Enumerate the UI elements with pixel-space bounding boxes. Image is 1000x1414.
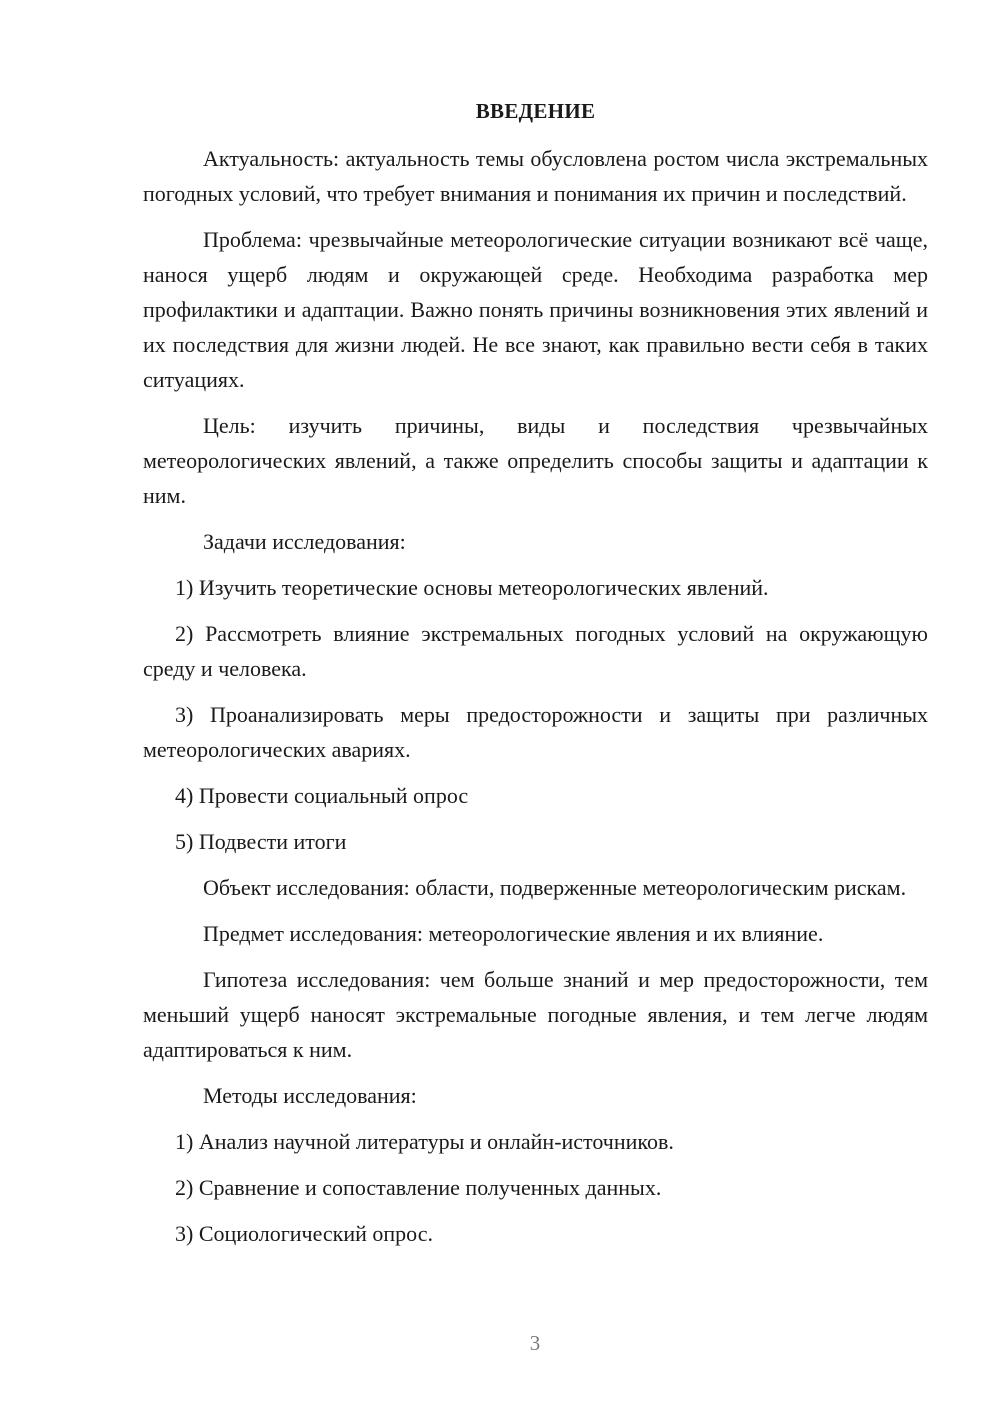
methods-heading: Методы исследования: <box>203 1083 417 1108</box>
tasks-heading: Задачи исследования: <box>203 529 406 554</box>
method-item-2: 2) Сравнение и сопоставление полученных данных. <box>175 1175 662 1200</box>
page-number: 3 <box>529 1331 541 1355</box>
paragraph-goal: Цель: изучить причины, виды и последствия чрезвычайных метеорологических явлений, а также определить способы защиты и адаптации к ним. <box>143 413 928 508</box>
section-title: ВВЕДЕНИЕ <box>475 99 596 123</box>
paragraph-problem: Проблема: чрезвычайные метеорологические ситуации возникают всё чаще, нанося ущерб людям и окружающей среде. Необходима разработка мер профилактики и адаптации. Важно понять причины возникновения этих явлений и их последствия для жизни людей. Не все знают, как правильно вести себя в таких ситуациях. <box>143 227 928 392</box>
paragraph-hypothesis: Гипотеза исследования: чем больше знаний и мер предосторожности, тем меньший ущерб наносят экстремальные погодные явления, и тем легче людям адаптироваться к ним. <box>143 967 928 1062</box>
task-item-2: 2) Рассмотреть влияние экстремальных погодных условий на окружающую среду и человека. <box>143 621 928 681</box>
task-item-3: 3) Проанализировать меры предосторожности и защиты при различных метеорологических авариях. <box>143 702 928 762</box>
method-item-1: 1) Анализ научной литературы и онлайн-источников. <box>175 1129 674 1154</box>
paragraph-relevance: Актуальность: актуальность темы обусловлена ростом числа экстремальных погодных условий, что требует внимания и понимания их причин и последствий. <box>143 146 928 206</box>
document-page <box>143 94 928 1262</box>
task-item-4: 4) Провести социальный опрос <box>175 783 469 808</box>
task-item-1: 1) Изучить теоретические основы метеорологических явлений. <box>175 575 769 600</box>
task-item-5: 5) Подвести итоги <box>175 829 347 854</box>
method-item-3: 3) Социологический опрос. <box>175 1221 433 1246</box>
paragraph-subject: Предмет исследования: метеорологические явления и их влияние. <box>203 921 824 946</box>
paragraph-object: Объект исследования: области, подверженные метеорологическим рискам. <box>203 875 907 900</box>
